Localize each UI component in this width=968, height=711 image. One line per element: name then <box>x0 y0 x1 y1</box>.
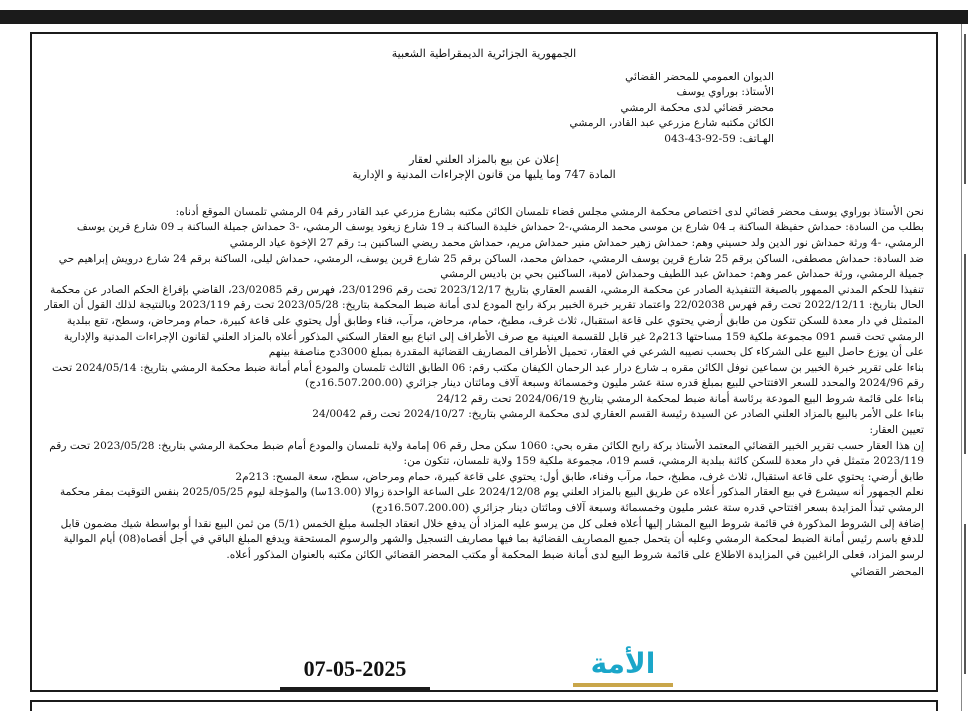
body-paragraph: بناءا على قائمة شروط البيع المودعة برئاسة أمانة ضبط لمحكمة الرمشي بتاريخ 2024/06/19 تحت رقم 24/12 <box>436 392 924 405</box>
body-paragraph: نحن الأستاذ بوراوي يوسف محضر قضائي لدى اختصاص محكمة الرمشي مجلس قضاء تلمسان الكائن مكتبه بشارع مزرعي عبد القادر رقم 04 الرمشي تلمسان الموقع أدناه: <box>175 205 924 218</box>
body-paragraph: طابق أرضي: يحتوي على قاعة استقبال، ثلاث غرف، مطبخ، حما، مرآب وفناء، طابق أول: يحتوي على قاعة كبيرة، حمام ومرحاض، سطح، سعة المسح: 213م2 <box>235 470 924 483</box>
signature: المحضر القضائي <box>850 566 924 579</box>
header-line: الأستاذ: بوراوي يوسف <box>676 86 774 99</box>
notice-footer <box>32 647 936 690</box>
body-paragraph: بناءا على الأمر بالبيع بالمزاد العلني الصادر عن السيدة رئيسة القسم العقاري لدى محكمة الرمشي بتاريخ: 2024/10/27 تحت رقم 24/0042 <box>312 408 924 421</box>
notice-content <box>44 46 924 581</box>
section-heading: تعيين العقار: <box>869 424 924 437</box>
top-rule <box>0 10 968 24</box>
header-line: الكائن مكتبه شارع مزرعي عبد القادر، الرمشي <box>569 117 774 130</box>
notice-title: إعلان عن بيع بالمزاد العلني لعقار <box>409 152 559 166</box>
notice-frame <box>30 32 938 692</box>
notice-subtitle: المادة 747 وما يليها من قانون الإجراءات المدنية و الإدارية <box>352 168 616 182</box>
body-paragraph: نعلم الجمهور أنه سيشرع في بيع العقار المذكور أعلاه عن طريق البيع بالمزاد العلني يوم 2024/12/08 على الساعة الواحدة زوالا (13.00سا) والمؤجلة ليوم 2025/05/25 بنفس التوقيت بمقر محكمة الرمشي تبدأ المزايدة بسعر افتتاحي قدره ستة عشر مليون وخمسمائة وسبعة آلاف ومائتان دينار جزائري (16.507.200.00دج) <box>59 486 924 515</box>
logo-text: الأمة <box>590 647 656 680</box>
page-edge <box>961 24 968 711</box>
next-notice-edge <box>30 700 938 711</box>
body-paragraph: إن هذا العقار حسب تقرير الخبير القضائي المعتمد الأستاذ بركة رابح الكائن مقره بحي: 1060 سكن محل رقم 06 إمامة ولاية تلمسان والمودع أمام ضبط محكمة الرمشي بتاريخ: 2023/05/28 تحت رقم 2023/119 متمثل في دار معدة للسكن كائنة ببلدية الرمشي، قسم 019، مجموعة ملكية 159 ولاية تلمسان، تتكون من: <box>49 439 924 468</box>
header-line: الهـاتف: 59-92-43-043 <box>664 132 774 145</box>
header-line: محضر قضائي لدى محكمة الرمشي <box>620 101 774 114</box>
newspaper-logo <box>567 647 679 687</box>
body-paragraph: ضد السادة: حمداش مصطفى، الساكن برقم 25 شارع قرين يوسف الرمشي، حمداش محمد، الساكن برقم 25 شارع قرين يوسف، الرمشي، حمداش ليلى، الساكنة برقم 24 شارع درويش إبراهيم حي جميلة الرمشي، ورثة حمداش عمر وهم: حمداش عبد اللطيف وحمداش لامية، الساكنين بحي بن باديس الرمشي <box>58 252 924 281</box>
body-paragraph: إضافة إلى الشروط المذكورة في قائمة شروط البيع المشار إليها أعلاه فعلى كل من يرسو عليه المزاد أن يدفع خلال انعقاد الجلسة مبلغ الخمس (5/1) من ثمن البيع نقدا أو بواسطة شيك مضمون قابل للدفع باسم رئيس أمانة الضبط لمحكمة الرمشي وعليه أن يتحمل جميع المصاريف القضائية بما فيها مصاريف التسجيل والشهر والرسوم المستحقة ويدفع المبلغ الباقي في أجل أقصاه(08) أيام الموالية لرسو المزاد، فعلى الراغبين في المزايدة الاطلاع على قائمة شروط البيع لدى أمانة ضبط المحكمة أو مكتب المحضر القضائي الكائن مكتبه بالعنوان المذكور أعلاه. <box>60 517 924 561</box>
body-paragraph: بناءا على تقرير خبرة الخبير بن سماعين نوفل الكائن مقره بـ شارع درار عبد الرحمان الكيفان مكتب رقم: 06 الطابق الثالث تلمسان والمودع أمام أمانة ضبط محكمة الرمشي بتاريخ: 2024/05/14 تحت رقم 2024/96 والمحدد للسعر الافتتاحي للبيع بمبلغ قدره ستة عشر مليون وخمسمائة وسبعة آلاف ومائتان دينار جزائري (16.507.200.00دج) <box>51 361 924 390</box>
bailiff-header <box>44 70 924 148</box>
republic-heading: الجمهورية الجزائرية الديمقراطية الشعبية <box>391 47 577 60</box>
logo-underline <box>573 683 673 687</box>
body-paragraph: بطلب من السادة: حمداش حفيظة الساكنة بـ 04 شارع بن موسى محمد الرمشي،-2 حمداش خليدة الساكنة بـ 19 شارع زيغود يوسف الرمشي، -3 حمداش جميلة الساكنة بـ 09 شارع قرين يوسف الرمشي، -4 ورثة حمداش نور الدين ولد حسيني وهم: حمداش زهير حمداش منير حمداش مريم، حمداش محمد ريضي الساكنين بـ: رقم 27 الإخوة عياد الرمشي <box>76 221 924 249</box>
body-paragraph: تنفيذا للحكم المدني الممهور بالصيغة التنفيذية الصادر عن محكمة الرمشي، القسم العقاري بتاريخ 2023/12/17 تحت رقم 23/01296، فهرس رقم 23/02085، القاضي بإفراغ الحكم الصادر عن محكمة الحال بتاريخ: 2022/12/11 تحت رقم فهرس 22/02038 واعتماد تقرير خبرة الخبير بركة رابح المودع لدى أمانة ضبط المحكمة بتاريخ: 2023/05/28 تحت رقم 2023/119 وبالنتيجة لذلك القول أن العقار المتمثل في دار معدة للسكن تتكون من طابق أرضي يحتوي على قاعة استقبال، ثلاث غرف، مطبخ، حمام، مرحاض، مرآب، فناء وطابق أول يحتوي على قاعة كبيرة، حمام ومرحاض، وسطح، تقع ببلدية الرمشي تحت قسم 091 مجموعة ملكية 159 مساحتها 213م2 غير قابل للقسمة العينية مع صرف الأطراف إلى اتباع بيع العقار السكني المذكور أعلاه بالمزاد العلني لقانون الإجراءات المدنية والإدارية على أن يوزع حاصل البيع على الشركاء كل بحسب نصيبه الشرعي في العقار، تحميل الأطراف المصاريف القضائية المقدرة بمبلغ 3000دج مناصفة بينهم <box>44 283 924 359</box>
publication-date: 07-05-2025 <box>280 653 430 690</box>
header-line: الديوان العمومي للمحضر القضائي <box>625 70 774 83</box>
